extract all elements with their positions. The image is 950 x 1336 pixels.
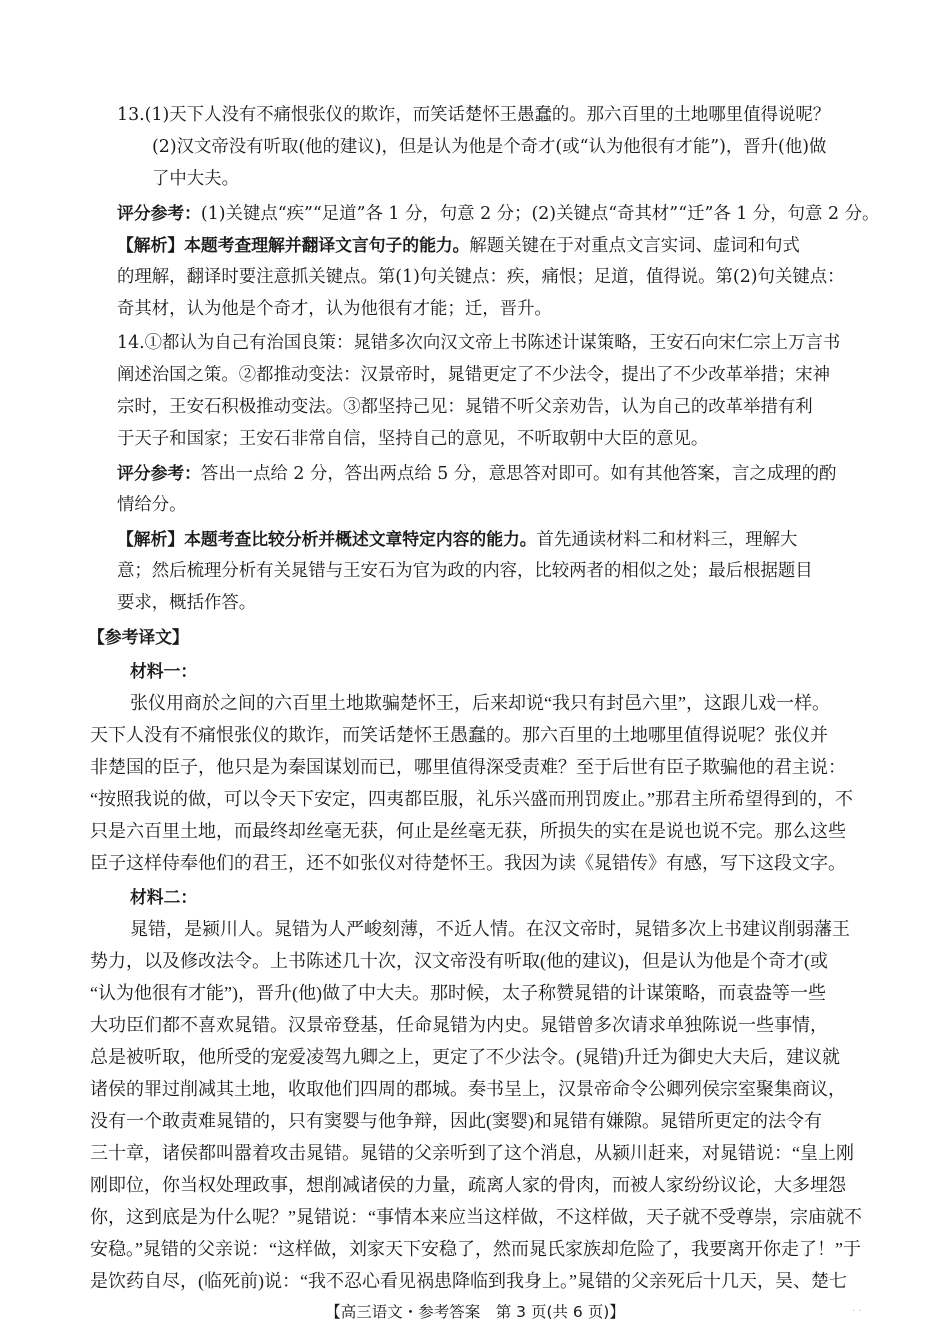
q13-line-3: 了中大夫。	[152, 169, 239, 189]
q14-line-2: 阐述治国之策。②都推动变法：汉景帝时，晁错更定了不少法令，提出了不少改革举措；宋神	[117, 365, 831, 385]
q14-analysis-line-3: 要求，概括作答。	[117, 593, 257, 613]
material-2-line: 势力，以及修改法令。上书陈述几十次，汉文帝没有听取(他的建议)，但是认为他是个奇才(或	[90, 951, 828, 971]
q13-scoring	[117, 196, 879, 231]
q14-scoring-line-1	[117, 456, 836, 491]
q13-analysis-label: 【解析】本题考查理解并翻译文言句子的能力。	[117, 235, 470, 255]
translation-heading: 【参考译文】	[88, 627, 189, 647]
material-1-line: “按照我说的做，可以令天下安定，四夷都臣服，礼乐兴盛而刑罚废止。”那君主所希望得到的，不	[90, 789, 853, 809]
scan-dots: · ·	[852, 1306, 862, 1317]
material-2-line: 没有一个敢责难晁错的，只有窦婴与他争辩，因此(窦婴)和晁错有嫌隙。晁错所更定的法令有	[90, 1111, 822, 1131]
material-2-line: 你，这到底是为什么呢？”晁错说：“事情本来应当这样做，不这样做，天子就不受尊崇，宗庙就不	[90, 1207, 862, 1227]
material-1-title: 材料一：	[130, 661, 198, 681]
q13-analysis-line-1	[117, 228, 800, 263]
material-2-line: 诸侯的罪过削减其土地，收取他们四周的郡城。奏书呈上，汉景帝命令公卿列侯宗室聚集商议，	[90, 1079, 846, 1099]
q14-analysis-line-1	[117, 522, 797, 557]
material-1-line: 天下人没有不痛恨张仪的欺诈，而笑话楚怀王愚蠢的。那六百里的土地哪里值得说呢？张仪并	[90, 725, 828, 745]
material-1-line: 只是六百里土地，而最终却丝毫无获，何止是丝毫无获，所损失的实在是说也说不完。那么这些	[90, 821, 846, 841]
q13-line-2: (2)汉文帝没有听取(他的建议)，但是认为他是个奇才(或“认为他很有才能”)，晋升(他)做	[152, 137, 827, 157]
material-2-line: 晁错，是颍川人。晁错为人严峻刻薄，不近人情。在汉文帝时，晁错多次上书建议削弱藩王	[130, 919, 850, 939]
q14-analysis-text-1: 首先通读材料二和材料三，理解大	[536, 530, 798, 550]
q14-analysis-line-2: 意；然后梳理分析有关晁错与王安石为官为政的内容，比较两者的相似之处；最后根据题目	[117, 561, 813, 581]
q13-line-1: 13.(1)天下人没有不痛恨张仪的欺诈，而笑话楚怀王愚蠢的。那六百里的土地哪里值得说呢？	[117, 105, 831, 125]
q13-analysis-line-3: 奇其材，认为他是个奇才，认为他很有才能；迁，晋升。	[117, 299, 552, 319]
material-1-line: 张仪用商於之间的六百里土地欺骗楚怀王，后来却说“我只有封邑六里”，这跟儿戏一样。	[130, 693, 830, 713]
q13-scoring-text: (1)关键点“疾”“足道”各 1 分，句意 2 分；(2)关键点“奇其材”“迁”各 1 分，句意 2 分。	[200, 204, 880, 224]
q14-scoring-label: 评分参考：	[117, 463, 201, 483]
q14-scoring-line-2: 情给分。	[117, 495, 187, 515]
material-2-title: 材料二：	[130, 887, 198, 907]
q13-scoring-label: 评分参考：	[117, 203, 201, 223]
material-2-line: 刚即位，你当权处理政事，想削减诸侯的力量，疏离人家的骨肉，而被人家纷纷议论，大多埋怨	[90, 1175, 846, 1195]
material-1-line: 臣子这样侍奉他们的君王，还不如张仪对待楚怀王。我因为读《晁错传》有感，写下这段文字。	[90, 853, 846, 873]
q13-analysis-text-1: 解题关键在于对重点文言实词、虚词和句式	[469, 236, 800, 256]
material-2-line: 是饮药自尽，(临死前)说：“我不忍心看见祸患降临到我身上。”晁错的父亲死后十几天，吴、楚七	[90, 1271, 847, 1291]
q14-analysis-label: 【解析】本题考查比较分析并概述文章特定内容的能力。	[117, 529, 537, 549]
q13-analysis-line-2: 的理解，翻译时要注意抓关键点。第(1)句关键点：疾，痛恨；足道，值得说。第(2)句关键点：	[117, 267, 845, 287]
material-2-line: 总是被听取，他所受的宠爱凌驾九卿之上，更定了不少法令。(晁错)升迁为御史大夫后，建议就	[90, 1047, 840, 1067]
material-2-line: 三十章，诸侯都叫嚣着攻击晁错。晁错的父亲听到了这个消息，从颍川赶来，对晁错说：“皇上刚	[90, 1143, 854, 1163]
material-1-line: 非楚国的臣子，他只是为秦国谋划而已，哪里值得深受责难？至于后世有臣子欺骗他的君主说：	[90, 757, 846, 777]
material-2-line: 安稳。”晁错的父亲说：“这样做，刘家天下安稳了，然而晁氏家族却危险了，我要离开你走了！”于	[90, 1239, 861, 1259]
q14-line-4: 于天子和国家；王安石非常自信，坚持自己的意见，不听取朝中大臣的意见。	[117, 429, 709, 449]
q14-line-1: 14.①都认为自己有治国良策：晁错多次向汉文帝上书陈述计谋策略，王安石向宋仁宗上万言书	[117, 333, 841, 353]
page-footer: 【高三语文・参考答案 第 3 页(共 6 页)】	[325, 1303, 625, 1321]
material-2-line: 大功臣们都不喜欢晁错。汉景帝登基，任命晁错为内史。晁错曾多次请求单独陈说一些事情，	[90, 1015, 828, 1035]
q14-scoring-text-1: 答出一点给 2 分，答出两点给 5 分，意思答对即可。如有其他答案，言之成理的酌	[200, 464, 837, 484]
material-2-line: “认为他很有才能”)，晋升(他)做了中大夫。那时候，太子称赞晁错的计谋策略，而袁盎等一些	[90, 983, 826, 1003]
q14-line-3: 宗时，王安石积极推动变法。③都坚持己见：晁错不听父亲劝告，认为自己的改革举措有利	[117, 397, 813, 417]
